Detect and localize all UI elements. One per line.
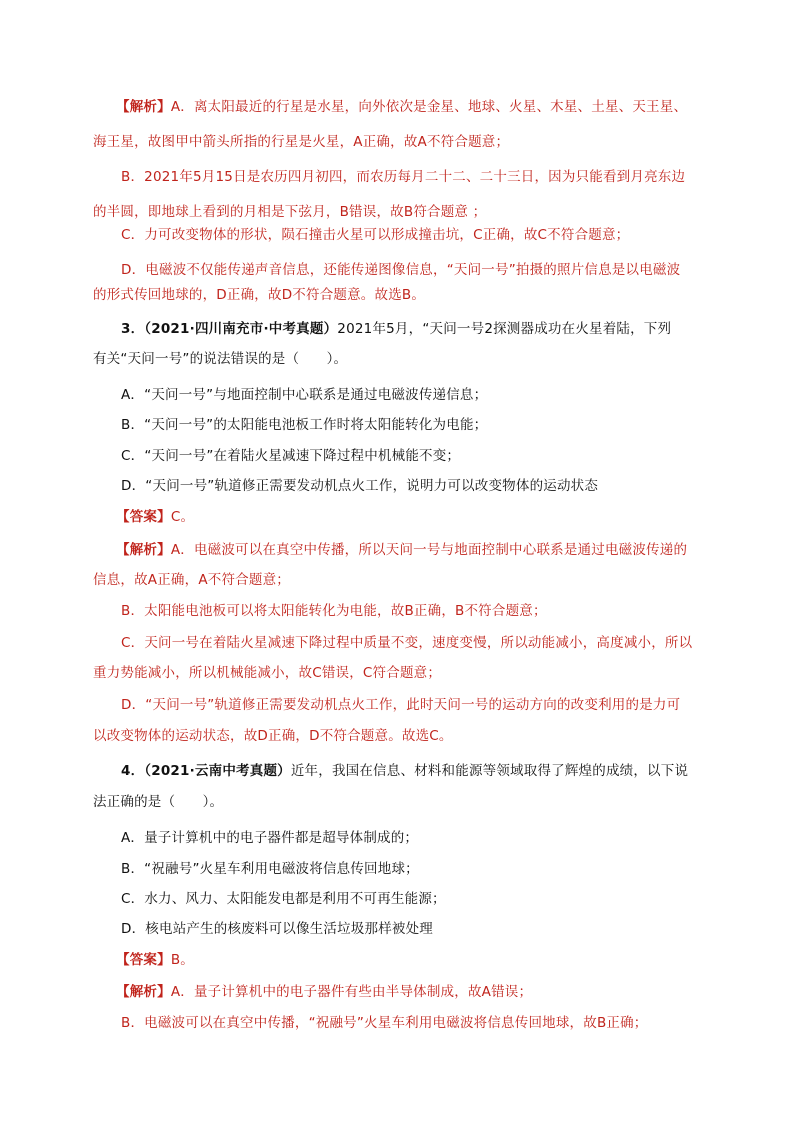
- q4-analysis-b-line1-b: “祝融号”火星车利用电磁波将信息传回地球，故B正确；: [308, 1015, 648, 1031]
- q2-analysis-b-line1: B．2021年5月15日是农历四月初四，而农历每月二十二、二十三日，因为只能看到月亮东边: [121, 169, 686, 185]
- q3-number: 3．: [121, 321, 145, 337]
- q2-analysis-d-line1: [121, 261, 680, 279]
- q4-number: 4．: [121, 763, 145, 779]
- q3-option-b: B．“天问一号”的太阳能电池板工作时将太阳能转化为电能；: [121, 417, 488, 433]
- q4-option-a: A．量子计算机中的电子器件都是超导体制成的；: [121, 830, 419, 846]
- q2-analysis-d-line1-a: D．电磁波不仅能传递声音信息，还能传递图像信息，: [121, 262, 447, 278]
- q3-analysis-a-line1: [116, 541, 687, 559]
- q4-option-b: B．“祝融号”火星车利用电磁波将信息传回地球；: [121, 861, 419, 877]
- q3-analysis-d-line1-b: “天问一号”轨道修正需要发动机点火工作，此时天问一号的运动方向的改变利用的是力可: [145, 697, 681, 713]
- q3-analysis-a-line2: 信息，故A正确，A不符合题意；: [93, 572, 290, 588]
- q2-analysis-b-line2: 的半圆，即地球上看到的月相是下弦月，B错误，故B符合题意 ；: [93, 204, 487, 220]
- q4-analysis-a-text: A．量子计算机中的电子器件有些由半导体制成，故A错误；: [170, 984, 533, 1000]
- q3-stem-line1: [121, 320, 671, 338]
- q2-analysis-tag: 【解析】: [116, 99, 171, 115]
- q3-analysis-d-line1: [121, 696, 680, 714]
- q3-answer-tag: 【答案】: [116, 509, 171, 525]
- q3-option-c: C．“天问一号”在着陆火星减速下降过程中机械能不变；: [121, 448, 461, 464]
- q3-option-a: A．“天问一号”与地面控制中心联系是通过电磁波传递信息；: [121, 387, 488, 403]
- q3-analysis-c-line2: 重力势能减小，所以机械能减小，故C错误，C符合题意；: [93, 665, 442, 681]
- q3-analysis-d-line1-a: D．: [121, 697, 146, 713]
- q3-answer-value: C。: [170, 509, 195, 525]
- q4-option-d: D．核电站产生的核废料可以像生活垃圾那样被处理: [121, 921, 433, 937]
- q3-analysis-b-line1: B．太阳能电池板可以将太阳能转化为电能，故B正确，B不符合题意；: [121, 603, 547, 619]
- q2-analysis-d-line2: 的形式传回地球的，D正确，故D不符合题意。故选B。: [93, 287, 426, 303]
- q2-analysis-line-2: 海王星，故图甲中箭头所指的行星是火星，A正确，故A不符合题意；: [93, 134, 510, 150]
- q4-option-c: C．水力、风力、太阳能发电都是利用不可再生能源；: [121, 891, 446, 907]
- q3-stem-text-1: 2021年5月，“天问一号2探测器成功在火星着陆，下列: [337, 321, 672, 337]
- q3-analysis-d-line2: 以改变物体的运动状态，故D正确，D不符合题意。故选C。: [93, 728, 453, 744]
- q4-stem-line1: [121, 762, 688, 780]
- q3-stem-line2: 有关“天问一号”的说法错误的是（ ）。: [93, 351, 348, 367]
- q4-analysis-a-line1: [116, 983, 532, 1001]
- q4-analysis-tag: 【解析】: [116, 984, 171, 1000]
- q4-source: （2021·云南中考真题）: [144, 763, 291, 779]
- q4-answer-tag: 【答案】: [116, 952, 171, 968]
- q2-analysis-d-line1-b: “天问一号”拍摄的照片信息是以电磁波: [446, 262, 681, 278]
- q3-analysis-tag: 【解析】: [116, 542, 171, 558]
- q4-answer-line: [116, 951, 194, 969]
- q4-analysis-b-line1-a: B．电磁波可以在真空中传播，: [121, 1015, 309, 1031]
- q2-analysis-c-line1: C．力可改变物体的形状，陨石撞击火星可以形成撞击坑，C正确，故C不符合题意；: [121, 227, 630, 243]
- q4-stem-text-1: 近年，我国在信息、材料和能源等领域取得了辉煌的成绩，以下说: [290, 763, 689, 779]
- q3-option-d: D．“天问一号”轨道修正需要发动机点火工作，说明力可以改变物体的运动状态: [121, 478, 599, 494]
- q2-analysis-a-line1: A．离太阳最近的行星是水星，向外依次是金星、地球、火星、木星、土星、天王星、: [170, 99, 688, 115]
- q3-analysis-c-line1: C．天问一号在着陆火星减速下降过程中质量不变，速度变慢，所以动能减小，高度减小，所以: [121, 635, 693, 651]
- q3-answer-line: [116, 508, 194, 526]
- q4-stem-line2: 法正确的是（ ）。: [93, 794, 224, 810]
- q3-analysis-a-text: A．电磁波可以在真空中传播，所以天问一号与地面控制中心联系是通过电磁波传递的: [170, 542, 688, 558]
- q3-source: （2021·四川南充市·中考真题）: [144, 321, 338, 337]
- q2-analysis-line-1: [116, 98, 687, 116]
- q4-analysis-b-line1: [121, 1014, 648, 1032]
- q4-answer-value: B。: [170, 952, 194, 968]
